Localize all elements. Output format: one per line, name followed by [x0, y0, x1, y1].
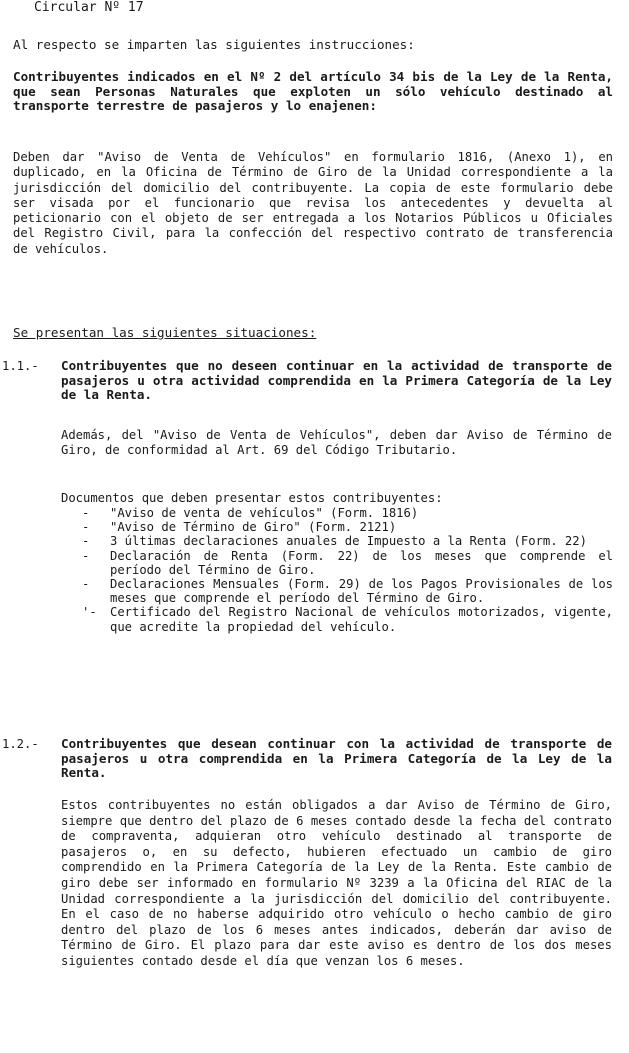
page-title: Circular Nº 17	[34, 0, 144, 15]
list-item-text: Declaraciones Mensuales (Form. 29) de los Pagos Provisionales de los meses que comprende el período del Término de Giro.	[110, 577, 613, 606]
section-1-2-title: Contribuyentes que desean continuar con la actividad de transporte de pasajeros u otra comprendida en la Primera Categoría de la Ley de la Renta.	[61, 736, 612, 781]
list-item	[82, 506, 613, 520]
list-item	[82, 577, 613, 605]
section-1-2-paragraph: Estos contribuyentes no están obligados a dar Aviso de Término de Giro, siempre que dentro del plazo de 6 meses contado desde la fecha del contrato de compraventa, adquieran otro vehículo destinado al transporte de pasajeros o, en su defecto, hubieren efectuado un cambio de giro comprendido en la Primera Categoría de la Ley de la Renta. Este cambio de giro debe ser informado en formulario Nº 3239 a la Oficina del RIAC de la Unidad correspondiente a la jurisdicción del domicilio del contribuyente. En el caso de no haberse adquirido otro vehículo o hecho cambio de giro dentro del plazo de los 6 meses antes indicados, deberán dar aviso de Término de Giro. El plazo para dar este aviso es dentro de los dos meses siguientes contado desde el día que venzan los 6 meses.	[61, 798, 612, 968]
section-1-1-paragraph: Además, del "Aviso de Venta de Vehículos", deben dar Aviso de Término de Giro, de conformidad al Art. 69 del Código Tributario.	[61, 428, 612, 458]
section-number: 1.1.-	[2, 359, 39, 373]
bullet: '-	[82, 605, 97, 620]
bullet: -	[82, 506, 90, 520]
list-item	[82, 534, 613, 548]
list-item	[82, 520, 613, 534]
list-item-text: Declaración de Renta (Form. 22) de los meses que comprende el período del Término de Giro.	[110, 548, 613, 577]
list-item-text: Certificado del Registro Nacional de vehículos motorizados, vigente, que acredite la propiedad del vehículo.	[110, 605, 613, 634]
paragraph-aviso-venta: Deben dar "Aviso de Venta de Vehículos" en formulario 1816, (Anexo 1), en duplicado, en la Oficina de Término de Giro de la Unidad correspondiente a la jurisdicción del domicilio del contribuyente. La copia de este formulario debe ser visada por el funcionario que revisa los antecedentes y devuelta al peticionario con el objeto de ser entregada a los Notarios Públicos u Oficiales del Registro Civil, para la confección del respectivo contrato de transferencia de vehículos.	[13, 150, 613, 256]
list-item	[82, 549, 613, 577]
section-number: 1.2.-	[2, 737, 39, 751]
bullet: -	[82, 520, 90, 535]
list-item-text: 3 últimas declaraciones anuales de Impuesto a la Renta (Form. 22)	[110, 534, 587, 549]
list-item-text: "Aviso de venta de vehículos" (Form. 1816)	[110, 506, 419, 520]
intro-text: Al respecto se imparten las siguientes instrucciones:	[13, 37, 415, 52]
bullet: -	[82, 577, 90, 592]
list-item-text: "Aviso de Término de Giro" (Form. 2121)	[110, 520, 397, 535]
section-1-1-title: Contribuyentes que no deseen continuar en la actividad de transporte de pasajeros u otra actividad comprendida en la Primera Categoría de la Ley de la Renta.	[61, 358, 612, 403]
situations-heading: Se presentan las siguientes situaciones:	[13, 325, 317, 340]
bullet: -	[82, 548, 90, 563]
topic-heading: Contribuyentes indicados en el Nº 2 del artículo 34 bis de la Ley de la Renta, que sean Personas Naturales que exploten un sólo vehículo destinado al transporte terrestre de pasajeros y lo enajenen:	[13, 69, 613, 114]
documents-heading: Documentos que deben presentar estos contribuyentes:	[61, 491, 443, 505]
bullet: -	[82, 534, 90, 549]
documents-list	[82, 506, 613, 634]
list-item	[82, 605, 613, 633]
